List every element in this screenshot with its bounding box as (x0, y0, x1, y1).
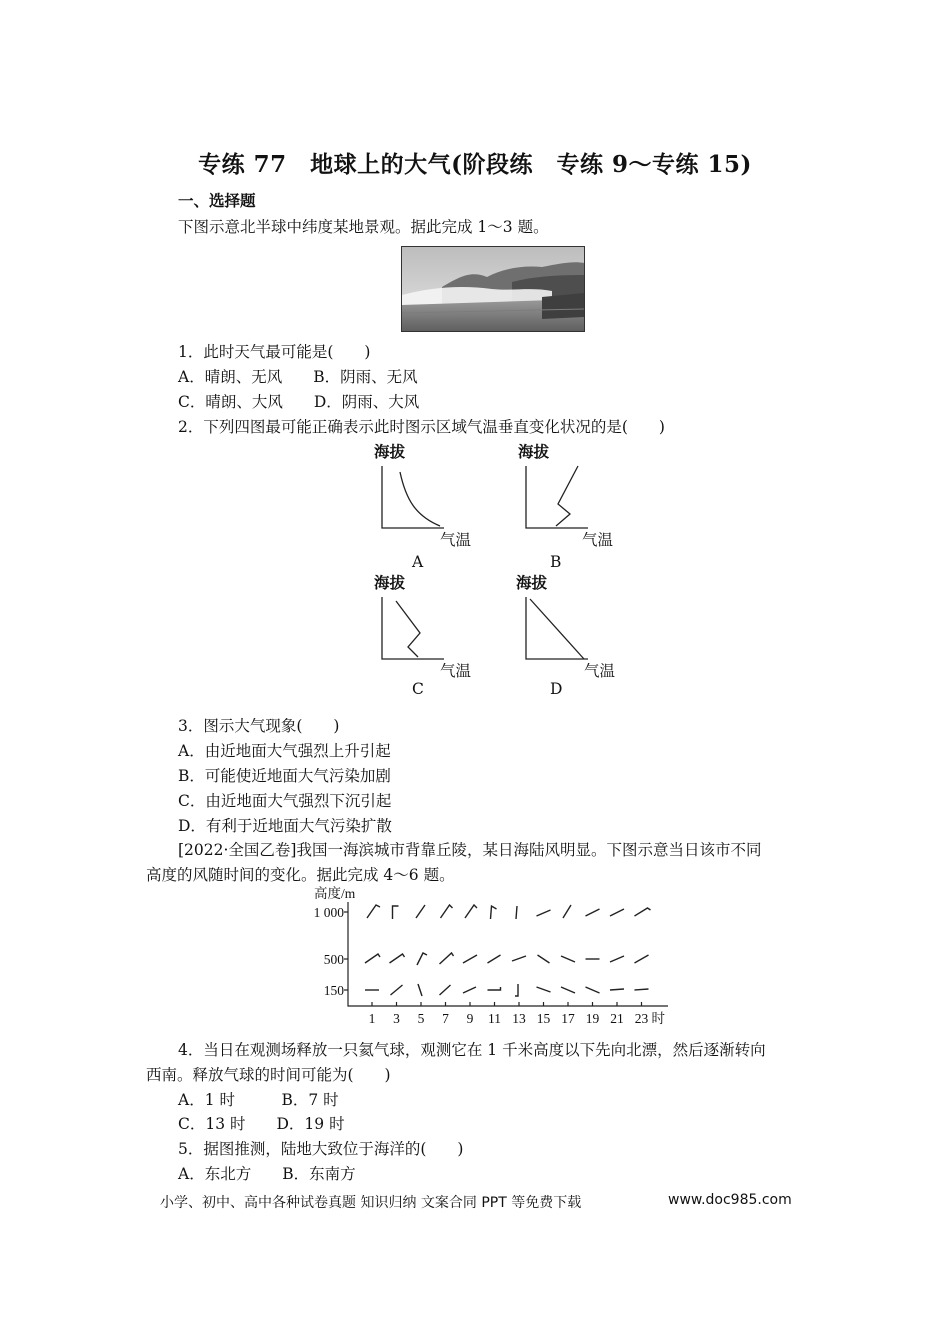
panel-label: B (550, 553, 562, 571)
panel-label: A (412, 553, 424, 571)
q1-options-ab: A．晴朗、无风 B．阴雨、无风 (178, 368, 418, 386)
wind-barb (390, 954, 405, 963)
x-tick-label: 17 (561, 1011, 575, 1026)
wind-barb (538, 955, 550, 963)
x-tick-label: 11 (488, 1011, 501, 1026)
wind-barb (537, 987, 551, 992)
q4-options-cd: C．13 时 D．19 时 (178, 1115, 345, 1133)
q2-stem: 2．下列四图最可能正确表示此时图示区域气温垂直变化状况的是( ) (178, 418, 665, 436)
wind-barb (635, 989, 649, 990)
panel-label: C (412, 680, 424, 698)
wind-barb (537, 910, 551, 916)
wind-barb (418, 984, 422, 996)
panel-label: D (550, 680, 563, 698)
wind-barb (586, 987, 600, 993)
wind-barb (365, 954, 380, 963)
wind-barb (563, 905, 571, 918)
q4-line2: 西南。释放气球的时间可能为( ) (146, 1066, 391, 1084)
x-tick-label: 5 (417, 1011, 425, 1026)
wind-barb (610, 989, 624, 990)
x-tick-label: 9 (466, 1011, 474, 1026)
x-tick-label: 21 (610, 1011, 624, 1026)
wind-chart-svg (300, 886, 680, 1026)
intro-text-2-line1: [2022·全国乙卷]我国一海滨城市背靠丘陵，某日海陆风明显。下图示意当日该市不同 (178, 841, 762, 859)
wind-barb (441, 905, 453, 918)
wind-barb (417, 953, 427, 965)
x-axis-label: 气温 (582, 531, 614, 549)
intro-text-2-line2: 高度的风随时间的变化。据此完成 4～6 题。 (146, 866, 455, 884)
y-axis-label: 海拔 (374, 442, 406, 461)
x-axis-label: 气温 (440, 531, 472, 549)
q3-stem: 3．图示大气现象( ) (178, 717, 340, 735)
wind-barb (610, 956, 624, 962)
wind-barb (367, 905, 380, 918)
q4-options-ab: A．1 时 B．7 时 (178, 1091, 339, 1109)
q1-options-cd: C．晴朗、大风 D．阴雨、大风 (178, 393, 420, 411)
wind-barb (515, 984, 518, 996)
x-tick-label: 15 (536, 1011, 551, 1026)
wind-barb (561, 987, 575, 993)
wind-barb (635, 955, 649, 963)
y-axis-title: 高度/m (314, 886, 356, 901)
y-axis-label: 海拔 (518, 442, 550, 461)
wind-barb (463, 955, 477, 963)
curve-D (514, 571, 634, 681)
q1-stem: 1．此时天气最可能是( ) (178, 343, 371, 361)
landscape-photo (401, 246, 585, 332)
x-tick-label: 7 (442, 1011, 449, 1026)
x-tick-label: 3 (393, 1011, 400, 1026)
y-tick-label: 500 (323, 952, 344, 967)
curve-A (370, 440, 490, 550)
section-heading: 一、选择题 (178, 191, 256, 210)
footer-website-link[interactable]: www.doc985.com (668, 1192, 792, 1208)
q4-line1: 4．当日在观测场释放一只氦气球，观测它在 1 千米高度以下先向北漂，然后逐渐转向 (178, 1041, 766, 1059)
curve-C (370, 571, 490, 681)
wind-barb (516, 906, 517, 919)
x-axis-label: 气温 (440, 662, 472, 680)
x-unit-label: 时 (651, 1011, 665, 1026)
curve-B (514, 440, 634, 550)
wind-barb (440, 985, 451, 995)
y-tick-label: 150 (323, 983, 344, 998)
q5-stem: 5．据图推测，陆地大致位于海洋的( ) (178, 1140, 464, 1158)
wind-barb (512, 956, 526, 961)
q3-option-a: A．由近地面大气强烈上升引起 (178, 742, 391, 760)
x-tick-label: 13 (512, 1011, 526, 1026)
wind-barb (391, 985, 403, 995)
q5-options-ab: A．东北方 B．东南方 (178, 1165, 356, 1183)
wind-chart (300, 886, 680, 1026)
wind-barb (393, 906, 399, 919)
q3-option-b: B．可能使近地面大气污染加剧 (178, 767, 391, 785)
x-tick-label: 19 (585, 1011, 600, 1026)
intro-text-1: 下图示意北半球中纬度某地景观。据此完成 1～3 题。 (178, 218, 549, 236)
wind-barb (488, 987, 501, 990)
x-axis-label: 气温 (584, 662, 616, 680)
wind-barb (463, 987, 476, 993)
y-tick-label: 1 000 (313, 905, 344, 920)
wind-barb (610, 909, 624, 916)
y-axis-label: 海拔 (516, 573, 548, 592)
wind-barb (440, 953, 454, 964)
x-tick-label: 1 (368, 1011, 376, 1026)
wind-barb (561, 956, 575, 962)
y-axis-label: 海拔 (374, 573, 406, 592)
wind-barb (586, 909, 600, 916)
q3-option-c: C．由近地面大气强烈下沉引起 (178, 792, 392, 810)
footer-promo-text: 小学、初中、高中各种试卷真题 知识归纳 文案合同 PPT 等免费下载 (160, 1195, 582, 1211)
wind-barb (488, 955, 501, 963)
wind-barb (416, 905, 425, 918)
wind-barb (465, 905, 477, 918)
x-tick-label: 23 (634, 1011, 649, 1026)
wind-barb (491, 906, 497, 919)
page-title: 专练 77 地球上的大气(阶段练 专练 9～专练 15) (198, 151, 752, 178)
q3-option-d: D．有利于近地面大气污染扩散 (178, 817, 392, 835)
wind-barb (635, 908, 651, 916)
